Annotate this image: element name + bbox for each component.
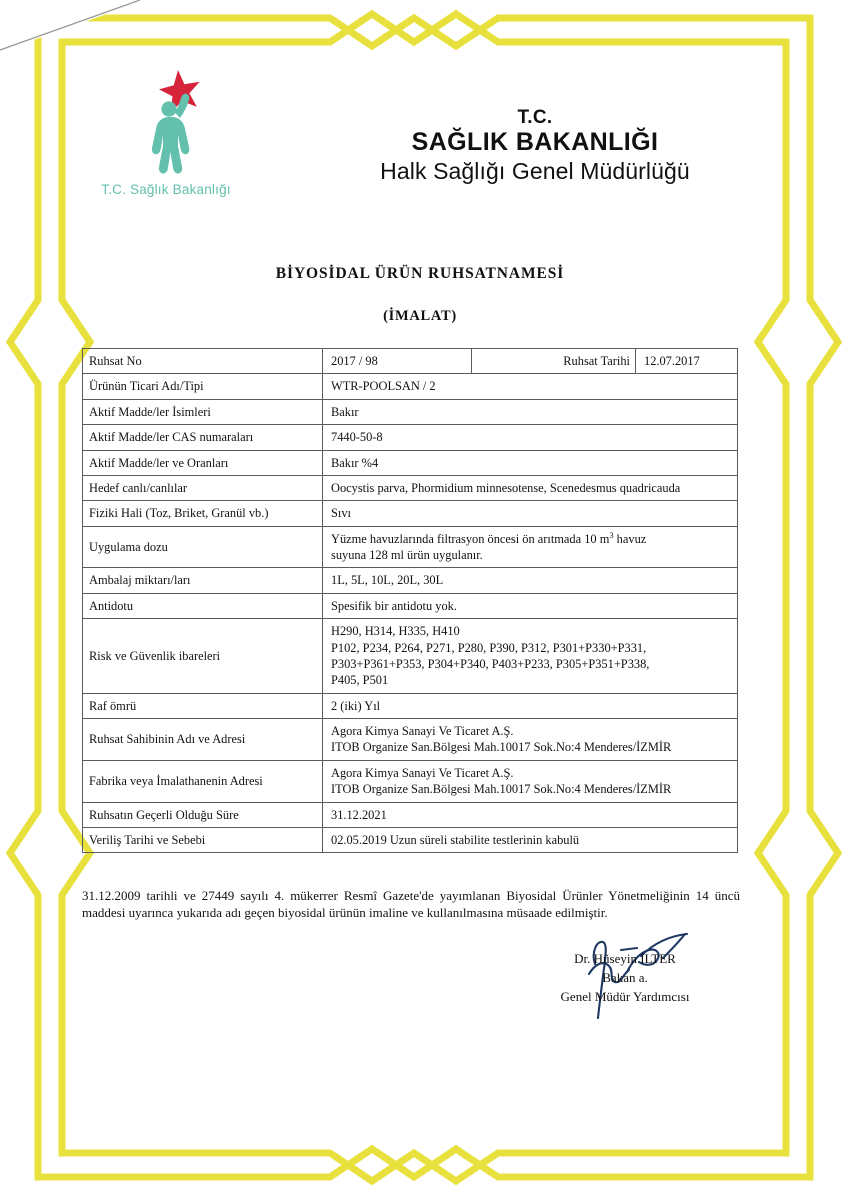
table-row [83,827,738,852]
signatory-on-behalf: Bakan a. [602,969,648,985]
table-row [83,399,738,424]
row-label-aktif-madde-oranlari: Aktif Madde/ler ve Oranları [83,450,323,475]
department-name: Halk Sağlığı Genel Müdürlüğü [380,158,690,185]
ruhsat-sahibi-line-1: Agora Kimya Sanayi Ve Ticaret A.Ş. [331,724,514,738]
table-row [83,760,738,802]
table-row [83,568,738,593]
page-subtitle: (İMALAT) [383,308,457,324]
logo-caption: T.C. Sağlık Bakanlığı [101,182,231,197]
uygulama-dozu-line-1: Yüzme havuzlarında filtrasyon öncesi ön arıtmada 10 $m^3$ havuz [331,529,647,546]
table-row [83,425,738,450]
row-value-antidotu: Spesifik bir antidotu yok. [323,593,738,618]
row-label-gecerlilik-suresi: Ruhsatın Geçerli Olduğu Süre [83,802,323,827]
table-row [83,619,738,694]
table-row [83,526,738,568]
row-label-urun-ticari-adi: Ürünün Ticari Adı/Tipi [83,374,323,399]
row-value-verilis-tarihi: 02.05.2019 Uzun süreli stabilite testlerinin kabulü [323,827,738,852]
table-row [83,593,738,618]
row-label-risk-guvenlik: Risk ve Güvenlik ibareleri [83,619,323,694]
row-value-ruhsat-no: 2017 / 98 [323,349,472,374]
risk-line-4: P405, P501 [331,673,389,688]
row-label-ruhsat-sahibi: Ruhsat Sahibinin Adı ve Adresi [83,719,323,761]
row-value-aktif-madde-isimleri: Bakır [323,399,738,424]
row-value-urun-ticari-adi: WTR-POOLSAN / 2 [323,374,738,399]
row-value-ambalaj-miktari: 1L, 5L, 10L, 20L, 30L [323,568,738,593]
fabrika-adresi-line-2: ITOB Organize San.Bölgesi Mah.10017 Sok.No:4 Menderes/İZMİR [331,782,672,797]
signatory-name: Dr. Hüseyin İLTER [574,951,676,966]
row-label-fabrika-adresi: Fabrika veya İmalathanenin Adresi [83,760,323,802]
row-label-aktif-madde-isimleri: Aktif Madde/ler İsimleri [83,399,323,424]
row-label-fiziki-hali: Fiziki Hali (Toz, Briket, Granül vb.) [83,501,323,526]
row-label-hedef-canlilar: Hedef canlı/canlılar [83,475,323,500]
row-label-antidotu: Antidotu [83,593,323,618]
table-row [83,719,738,761]
health-ministry-crescent-star-icon [86,66,246,184]
document-header [70,62,770,222]
row-label-ambalaj-miktari: Ambalaj miktarı/ları [83,568,323,593]
row-label-raf-omru: Raf ömrü [83,693,323,718]
row-value-fiziki-hali: Sıvı [323,501,738,526]
row-value-risk-guvenlik [323,619,738,694]
risk-line-1: H290, H314, H335, H410 [331,624,460,639]
row-value-hedef-canlilar: Oocystis parva, Phormidium minnesotense, Scenedesmus quadricauda [323,475,738,500]
page-title: BİYOSİDAL ÜRÜN RUHSATNAMESİ [275,265,565,282]
signature-block [500,950,750,1007]
row-value-fabrika-adresi [323,760,738,802]
row-value-gecerlilik-suresi: 31.12.2021 [323,802,738,827]
ministry-title-block [300,108,770,185]
legal-notice-paragraph: 31.12.2009 tarihli ve 27449 sayılı 4. mükerrer Resmî Gazete'de yayımlanan Biyosidal Ürünler Yönetmeliğinin 14 üncü maddesi uyarınca yukarıda adı geçen biyosidal ürünün imaline ve kullanılmasına müsaade edilmiştir. [82,888,740,921]
table-row [83,374,738,399]
risk-line-2: P102, P234, P264, P271, P280, P390, P312, P301+P330+P331, [331,640,647,655]
row-label-cas-numaralari: Aktif Madde/ler CAS numaraları [83,425,323,450]
table-row [83,693,738,718]
row-label-ruhsat-tarihi: Ruhsat Tarihi [472,349,636,374]
ministry-logo [86,66,246,211]
row-value-aktif-madde-oranlari: Bakır %4 [323,450,738,475]
row-value-raf-omru: 2 (iki) Yıl [323,693,738,718]
registration-details-table [82,348,738,853]
row-label-ruhsat-no: Ruhsat No [83,349,323,374]
row-label-uygulama-dozu: Uygulama dozu [83,526,323,568]
fabrika-adresi-line-1: Agora Kimya Sanayi Ve Ticaret A.Ş. [331,765,514,780]
table-row [83,802,738,827]
signatory-title: Genel Müdür Yardımcısı [560,988,690,1004]
row-value-uygulama-dozu [323,526,738,568]
table-row [83,475,738,500]
row-value-ruhsat-tarihi: 12.07.2017 [636,349,738,374]
table-row [83,349,738,374]
row-value-cas-numaralari: 7440-50-8 [323,425,738,450]
uygulama-dozu-line-2: suyuna 128 ml ürün uygulanır. [331,548,483,562]
row-value-ruhsat-sahibi [323,719,738,761]
ruhsat-sahibi-line-2: ITOB Organize San.Bölgesi Mah.10017 Sok.No:4 Menderes/İZMİR [331,740,672,755]
row-label-verilis-tarihi: Veriliş Tarihi ve Sebebi [83,827,323,852]
republic-abbreviation: T.C. [517,107,553,128]
ministry-name: SAĞLIK BAKANLIĞI [411,127,659,156]
table-row [83,501,738,526]
risk-line-3: P303+P361+P353, P304+P340, P403+P233, P305+P351+P338, [331,656,650,671]
table-row [83,450,738,475]
